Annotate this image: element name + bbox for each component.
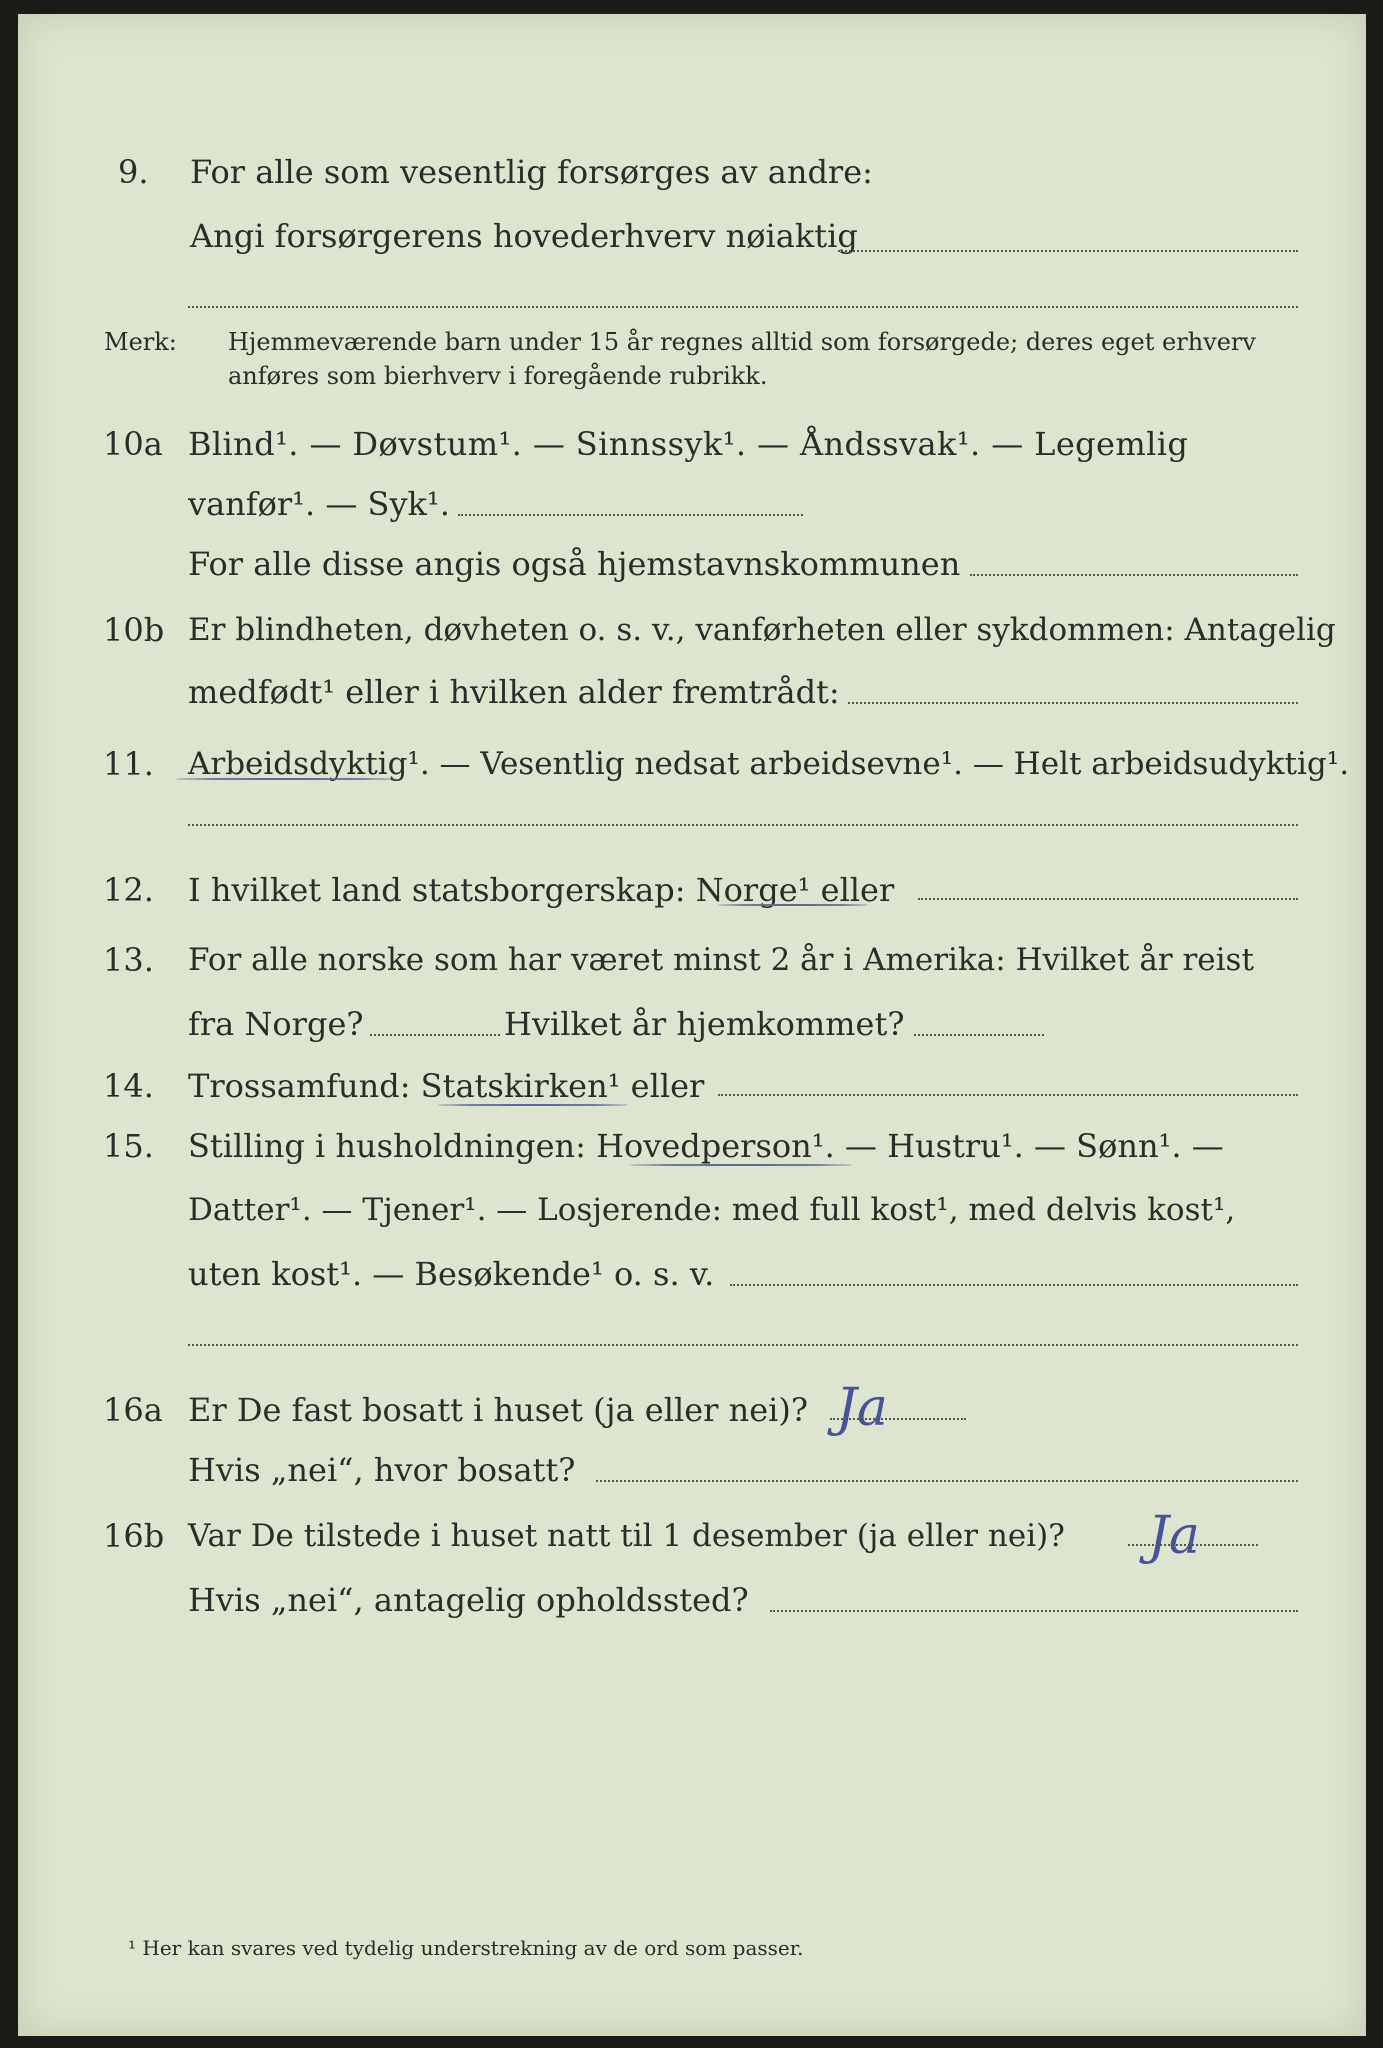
q12-line1: [18, 864, 1366, 916]
merk-text-2: anføres som bierhverv i foregående rubrikk.: [228, 362, 768, 390]
q14-text: Trossamfund: Statskirken¹ eller: [188, 1067, 705, 1105]
merk-line2: [18, 350, 1366, 402]
q9-question: Angi forsørgerens hovederhverv nøiaktig: [190, 217, 858, 255]
q11-underline-arbeidsdyktig: [176, 778, 396, 780]
q16a-line1: [18, 1384, 1366, 1436]
q10a-number: 10a: [103, 425, 163, 463]
q15-line2: [18, 1184, 1366, 1236]
q15-text-2: Datter¹. — Tjener¹. — Losjerende: med full kost¹, med delvis kost¹,: [188, 1192, 1236, 1228]
q12-text: I hvilket land statsborgerskap: Norge¹ eller: [188, 871, 895, 909]
q10b-line2: [18, 666, 1366, 718]
q9-line2: [18, 210, 1366, 262]
q16a-text-2: Hvis „nei“, hvor bosatt?: [188, 1451, 576, 1489]
q10a-line3: [18, 538, 1366, 590]
q10a-text-1: Blind¹. — Døvstum¹. — Sinnssyk¹. — Åndssvak¹. — Legemlig: [188, 425, 1189, 463]
q14-line1: [18, 1060, 1366, 1112]
q10a-text-3: For alle disse angis også hjemstavnskommunen: [188, 545, 961, 583]
q15-text-1: Stilling i husholdningen: Hovedperson¹. — Hustru¹. — Sønn¹. —: [188, 1127, 1224, 1165]
q13-text-2b: Hvilket år hjemkommet?: [504, 1005, 905, 1043]
q10b-answer-line[interactable]: [848, 702, 1298, 704]
merk-text-1: Hjemmeværende barn under 15 år regnes alltid som forsørgede; deres eget erhverv: [228, 328, 1256, 356]
q15-line3: [18, 1248, 1366, 1300]
q16a-bosatt-line[interactable]: [596, 1480, 1298, 1482]
q16b-handwritten-answer: Ja: [1148, 1506, 1200, 1566]
q14-answer-line[interactable]: [718, 1094, 1298, 1096]
q16b-answer-line[interactable]: [1128, 1544, 1258, 1546]
q10b-number: 10b: [103, 611, 165, 649]
q16a-answer-line[interactable]: [830, 1418, 966, 1420]
q10b-text-2: medfødt¹ eller i hvilken alder fremtrådt:: [188, 673, 840, 711]
q14-number: 14.: [103, 1067, 154, 1105]
merk-label: Merk:: [104, 328, 177, 356]
q11-number: 11.: [103, 745, 154, 783]
q15-number: 15.: [103, 1127, 154, 1165]
q9-answer-line-2[interactable]: [188, 306, 1298, 308]
q10b-line1: [18, 604, 1366, 656]
q15-answer-line[interactable]: [730, 1284, 1298, 1286]
q16b-text-1: Var De tilstede i huset natt til 1 desember (ja eller nei)?: [188, 1518, 1065, 1554]
q13-hjemkommet-line[interactable]: [914, 1034, 1044, 1036]
q10b-text-1: Er blindheten, døvheten o. s. v., vanførheten eller sykdommen: Antagelig: [188, 612, 1336, 648]
q15-answer-line-2[interactable]: [188, 1344, 1298, 1346]
q16b-number: 16b: [103, 1517, 165, 1555]
q16b-text-2: Hvis „nei“, antagelig opholdssted?: [188, 1581, 749, 1619]
q16a-text-1: Er De fast bosatt i huset (ja eller nei)?: [188, 1391, 809, 1429]
q10a-text-2: vanfør¹. — Syk¹.: [188, 485, 450, 523]
q9-number: 9.: [118, 153, 149, 191]
q16b-opholdssted-line[interactable]: [770, 1610, 1298, 1612]
q10a-line2: [18, 478, 1366, 530]
q16a-line2: [18, 1444, 1366, 1496]
q13-reist-line[interactable]: [370, 1034, 500, 1036]
footnote: ¹ Her kan svares ved tydelig understrekning av de ord som passer.: [128, 1936, 804, 1960]
q12-answer-line[interactable]: [918, 898, 1298, 900]
q9-line1: [18, 146, 1366, 198]
q11-answer-line[interactable]: [188, 824, 1298, 826]
q10a-kommune-line[interactable]: [970, 574, 1298, 576]
q9-text: For alle som vesentlig forsørges av andre:: [190, 153, 873, 191]
q11-text: Arbeidsdyktig¹. — Vesentlig nedsat arbeidsevne¹. — Helt arbeidsudyktig¹.: [188, 746, 1350, 782]
q13-text-2a: fra Norge?: [188, 1005, 364, 1043]
q12-number: 12.: [103, 871, 154, 909]
q14-underline-statskirken: [438, 1104, 628, 1106]
q16b-line2: [18, 1574, 1366, 1626]
q13-text-1: For alle norske som har været minst 2 år i Amerika: Hvilket år reist: [188, 942, 1254, 978]
q11-line1: [18, 738, 1366, 790]
q16a-number: 16a: [103, 1391, 163, 1429]
q16a-handwritten-answer: Ja: [836, 1378, 888, 1438]
q15-text-3: uten kost¹. — Besøkende¹ o. s. v.: [188, 1255, 715, 1293]
q10a-line1: [18, 418, 1366, 470]
q13-line1: [18, 934, 1366, 986]
q10a-answer-line[interactable]: [458, 514, 803, 516]
census-form-page: [18, 14, 1366, 2036]
q12-underline-norge: [718, 904, 868, 906]
q13-number: 13.: [103, 941, 154, 979]
q15-underline-hovedperson: [630, 1164, 852, 1166]
q9-answer-line[interactable]: [838, 250, 1298, 252]
q13-line2: [18, 998, 1366, 1050]
